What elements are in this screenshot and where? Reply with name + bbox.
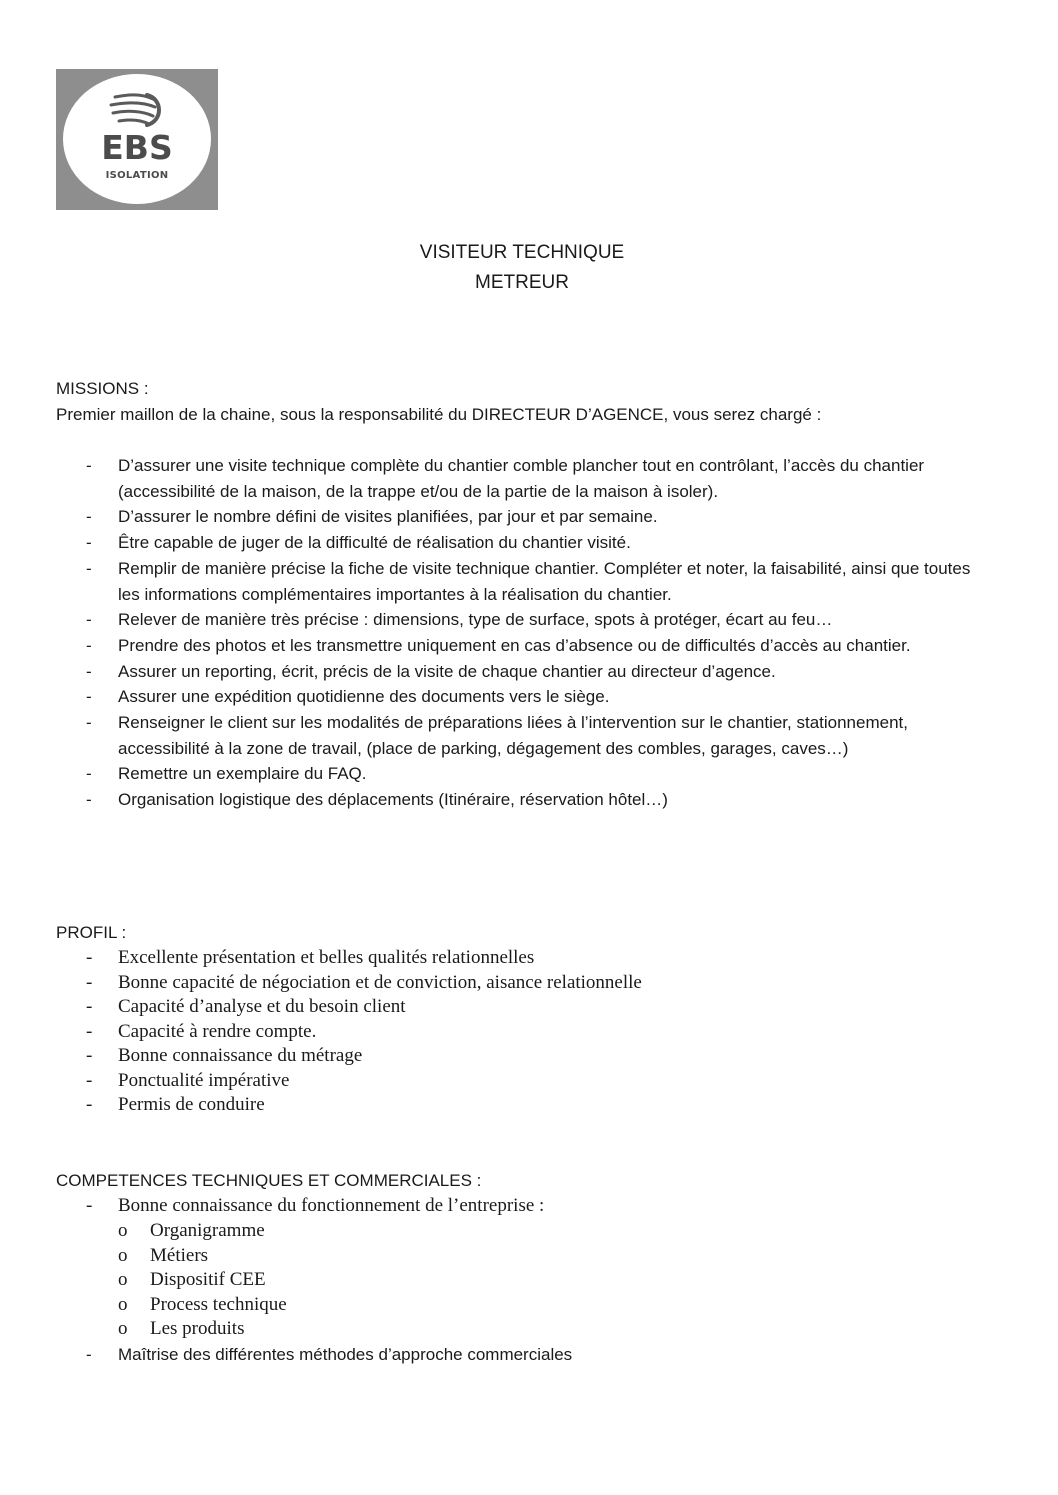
dash-bullet: - [86, 1345, 92, 1364]
missions-list [86, 453, 986, 813]
circle-bullet: o [118, 1269, 128, 1290]
list-item: - Bonne connaissance du fonctionnement de l’entreprise : [86, 1194, 986, 1219]
list-item: - D’assurer le nombre défini de visites planifiées, par jour et par semaine. [86, 504, 986, 530]
missions-intro: Premier maillon de la chaine, sous la responsabilité du DIRECTEUR D’AGENCE, vous serez chargé : [56, 405, 822, 424]
dash-bullet: - [86, 687, 92, 707]
dash-bullet: - [86, 635, 92, 655]
list-item: - Excellente présentation et belles qualités relationnelles [86, 946, 986, 971]
list-item: - Prendre des photos et les transmettre uniquement en cas d’absence ou de difficultés d’accès au chantier. [86, 633, 986, 659]
list-item: - Permis de conduire [86, 1093, 986, 1118]
list-item: - Capacité d’analyse et du besoin client [86, 995, 986, 1020]
circle-bullet: o [118, 1318, 128, 1339]
dash-bullet: - [86, 790, 92, 810]
circle-bullet: o [118, 1293, 128, 1315]
dash-bullet: - [86, 1045, 93, 1066]
list-item: - Capacité à rendre compte. [86, 1020, 986, 1045]
dash-bullet: - [86, 610, 92, 630]
list-item: - Organisation logistique des déplacements (Itinéraire, réservation hôtel…) [86, 787, 986, 813]
sub-list-item: o Dispositif CEE [86, 1268, 986, 1293]
list-item: - D’assurer une visite technique complète du chantier comble plancher tout en contrôlant, l’accès du chantier (accessibilité de la maison, de la trappe et/ou de la partie de la maison à isoler). [86, 453, 986, 504]
list-item: - Être capable de juger de la difficulté de réalisation du chantier visité. [86, 530, 986, 556]
list-item: - Remettre un exemplaire du FAQ. [86, 761, 986, 787]
competences-list-2 [86, 1343, 986, 1367]
dash-bullet: - [86, 764, 92, 784]
dash-bullet: - [86, 1069, 93, 1091]
sub-list-item: o Process technique [86, 1293, 986, 1318]
logo-swoosh-icon [107, 91, 167, 129]
list-item: - Renseigner le client sur les modalités de préparations liées à l’intervention sur le chantier, stationnement, accessibilité à la zone de travail, (place de parking, dégagement des combles, garages, caves…) [86, 710, 986, 761]
circle-bullet: o [118, 1220, 128, 1241]
dash-bullet: - [86, 1020, 93, 1042]
list-item: - Ponctualité impérative [86, 1069, 986, 1094]
dash-bullet: - [86, 1094, 93, 1115]
dash-bullet: - [86, 947, 93, 968]
list-item: - Relever de manière très précise : dimensions, type de surface, spots à protéger, écart au feu… [86, 607, 986, 633]
dash-bullet: - [86, 533, 92, 553]
competences-sub-list [86, 1219, 986, 1342]
dash-bullet: - [86, 558, 92, 578]
dash-bullet: - [86, 713, 92, 733]
dash-bullet: - [86, 456, 92, 475]
list-item: - Remplir de manière précise la fiche de visite technique chantier. Compléter et noter, la faisabilité, ainsi que toutes les informations complémentaires importantes à la réalisation du chantier. [86, 556, 986, 607]
list-item: - Bonne capacité de négociation et de conviction, aisance relationnelle [86, 971, 986, 996]
profil-heading: PROFIL : [56, 923, 127, 942]
profil-list [86, 946, 986, 1118]
competences-list [86, 1194, 986, 1219]
list-item: - Assurer une expédition quotidienne des documents vers le siège. [86, 684, 986, 710]
circle-bullet: o [118, 1244, 128, 1266]
dash-bullet: - [86, 971, 93, 993]
page-title: VISITEUR TECHNIQUE [419, 242, 625, 263]
list-item: - Maîtrise des différentes méthodes d’approche commerciales [86, 1343, 986, 1367]
list-item: - Assurer un reporting, écrit, précis de la visite de chaque chantier au directeur d’agence. [86, 659, 986, 685]
sub-list-item: o Les produits [86, 1317, 986, 1342]
missions-heading: MISSIONS : [56, 379, 149, 398]
competences-heading: COMPETENCES TECHNIQUES ET COMMERCIALES : [56, 1171, 482, 1190]
logo-circle [63, 74, 211, 204]
logo-tagline: ISOLATION [105, 170, 169, 181]
sub-list-item: o Métiers [86, 1244, 986, 1269]
list-item: - Bonne connaissance du métrage [86, 1044, 986, 1069]
logo-wordmark: EBS [101, 128, 173, 167]
sub-list-item: o Organigramme [86, 1219, 986, 1244]
dash-bullet: - [86, 661, 92, 681]
dash-bullet: - [86, 507, 92, 527]
company-logo [56, 69, 218, 210]
dash-bullet: - [86, 1195, 93, 1216]
dash-bullet: - [86, 996, 93, 1017]
page-subtitle: METREUR [475, 272, 569, 293]
